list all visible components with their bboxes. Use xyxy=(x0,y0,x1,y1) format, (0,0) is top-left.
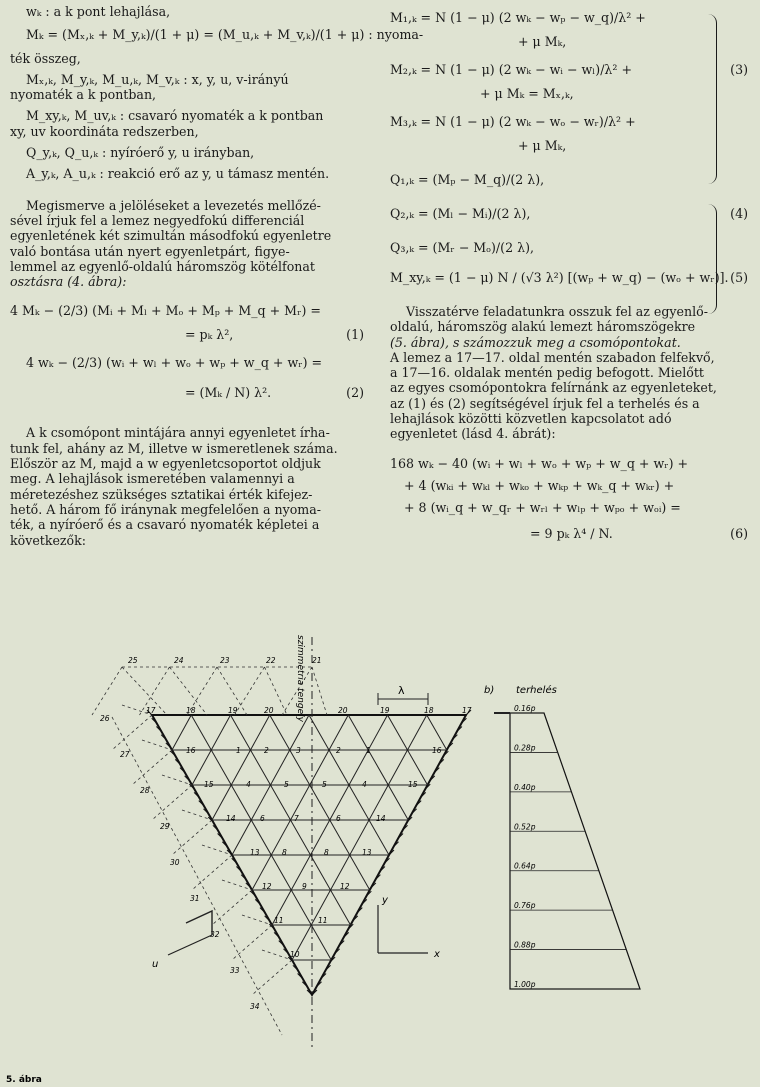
grid-line xyxy=(252,715,348,890)
node-label: 32 xyxy=(210,930,220,939)
right-column xyxy=(390,4,752,544)
eq-number: (1) xyxy=(346,327,364,343)
paragraph-solution xyxy=(10,425,368,547)
def-line: wₖ : a k pont lehajlása, xyxy=(26,4,171,19)
paragraph-return xyxy=(390,304,752,442)
left-column xyxy=(10,4,424,548)
node-label: 21 xyxy=(312,656,322,665)
node-label: 5 xyxy=(284,780,289,789)
node-label: 5 xyxy=(322,780,327,789)
node-label: 22 xyxy=(266,656,276,665)
eq1-line-b: = pₖ λ², (1) xyxy=(185,327,364,343)
panel-b-label: b) xyxy=(484,685,495,696)
node-label: 29 xyxy=(160,822,170,831)
load-title: terhelés xyxy=(516,685,557,696)
dashed-grid-line xyxy=(112,717,282,1035)
def-line: A_y,ₖ, A_u,ₖ : reakció erő az y, u támasz mentén. xyxy=(26,166,330,182)
node-label: 16 xyxy=(432,746,442,755)
node-label: 11 xyxy=(318,916,328,925)
node-label: 1 xyxy=(366,746,371,755)
moment-equations xyxy=(390,10,752,156)
u-axis xyxy=(168,935,212,955)
grid-line xyxy=(348,715,408,820)
node-label: 10 xyxy=(290,950,300,959)
x-axis-label: x xyxy=(434,949,440,960)
node-label: 9 xyxy=(302,882,307,891)
load-value-label: 0.76p xyxy=(514,901,536,911)
dashed-grid-line xyxy=(252,960,292,995)
m1-line-b: + μ Mₖ, xyxy=(518,34,567,49)
node-label: 19 xyxy=(380,706,390,715)
node-label: 8 xyxy=(282,848,287,857)
node-label: 6 xyxy=(260,814,265,823)
text-line: ték, a nyíróerő és a csavaró nyomaték képletei a xyxy=(10,517,320,533)
node-label: 13 xyxy=(362,848,372,857)
eq6-line-c: + 8 (wᵢ_q + w_qᵣ + wᵣₗ + wₗₚ + wₚₒ + wₒᵢ) = xyxy=(404,499,681,515)
grid-line xyxy=(172,715,191,750)
paragraph-intro xyxy=(10,198,368,290)
text-line: való bontása után nyert egyenletpárt, figye- xyxy=(10,243,290,259)
text-line: oldalú, háromszög alakú lemezt háromszögekre xyxy=(390,319,696,335)
grid-line xyxy=(212,715,270,820)
dashed-grid-line xyxy=(132,750,172,785)
node-label: 24 xyxy=(174,656,184,665)
eq6-line-d: = 9 pₖ λ⁴ / N. (6) xyxy=(530,525,748,541)
node-label: 8 xyxy=(324,848,329,857)
def-line: Mₓ,ₖ, M_y,ₖ, M_u,ₖ, M_v,ₖ : x, y, u, v-irányú xyxy=(26,71,289,87)
node-label: 2 xyxy=(264,746,269,755)
load-value-label: 0.88p xyxy=(514,940,536,950)
q1-line: Q₁,ₖ = (Mₚ − M_q)/(2 λ), xyxy=(390,172,545,187)
node-label: 2 xyxy=(336,746,341,755)
node-label: 30 xyxy=(170,858,180,867)
text-line: egyenletet (lásd 4. ábrát): xyxy=(390,426,556,442)
dashed-grid-line xyxy=(212,890,252,925)
node-label: 14 xyxy=(226,814,236,823)
text-line: hető. A három fő iránynak megfelelően a nyoma- xyxy=(10,501,322,517)
node-label: 27 xyxy=(120,750,130,759)
text-line: az egyes csomópontokra felírnánk az egyenleteket, xyxy=(390,380,717,396)
m2-line-b: + μ Mₖ = Mₓ,ₖ, xyxy=(480,86,574,101)
dashed-grid-line xyxy=(172,820,212,855)
eq6-line-b: + 4 (wₖᵢ + wₖₗ + wₖₒ + wₖₚ + wₖ_q + wₖᵣ) + xyxy=(404,477,675,493)
node-label: 4 xyxy=(246,780,251,789)
node-label: 20 xyxy=(338,706,348,715)
text-line: lehajlások közötti közvetlen kapcsolatot adó xyxy=(390,411,672,427)
text-line: (5. ábra), s számozzuk meg a csomópontokat. xyxy=(390,334,681,350)
text-line: Visszatérve feladatunkra osszuk fel az egyenlő- xyxy=(406,304,708,319)
q3-line: Q₃,ₖ = (Mᵣ − Mₒ)/(2 λ), xyxy=(390,240,534,255)
equation-2 xyxy=(10,355,368,403)
m2-line-a: M₂,ₖ = N (1 − μ) (2 wₖ − wᵢ − wₗ)/λ² + (3) xyxy=(390,62,748,77)
eq2-line-b: = (Mₖ / N) λ². (2) xyxy=(185,385,364,401)
text-line: következők: xyxy=(10,532,87,548)
load-value-label: 0.16p xyxy=(514,704,536,713)
shear-equations xyxy=(390,172,752,258)
node-label: 28 xyxy=(140,786,150,795)
text-line: Először az M, majd a w egyenletcsoportot oldjuk xyxy=(10,456,321,472)
node-label: 13 xyxy=(250,848,260,857)
grid-line xyxy=(427,715,447,750)
node-label: 1 xyxy=(236,746,241,755)
equation-6 xyxy=(390,456,752,544)
figure-caption: 5. ábra xyxy=(6,1075,42,1085)
node-label: 17 xyxy=(462,706,472,715)
load-diagram xyxy=(510,704,640,989)
node-label: 7 xyxy=(294,814,299,823)
text-line: lemmel az egyenlő-oldalú háromszög kötélfonat xyxy=(10,258,315,274)
text-line: az (1) és (2) segítségével írjuk fel a terhelés és a xyxy=(390,395,700,411)
text-line: osztásra (4. ábra): xyxy=(10,274,127,290)
node-label: 33 xyxy=(230,966,240,975)
def-line: M_xy,ₖ, M_uv,ₖ : csavaró nyomaték a k pontban xyxy=(26,108,324,124)
grid-line xyxy=(270,715,370,890)
text-line: méretezéshez szükséges sztatikai érték kifejez- xyxy=(10,486,313,502)
eq1-line-a: 4 Mₖ − (2/3) (Mᵢ + Mₗ + Mₒ + Mₚ + M_q + Mᵣ) = xyxy=(10,303,321,319)
node-label: 11 xyxy=(274,916,284,925)
node-label: 34 xyxy=(250,1002,260,1011)
brace-eq4 xyxy=(708,204,717,314)
node-label: 3 xyxy=(296,746,301,755)
dashed-grid-line xyxy=(112,715,152,750)
text-line: Megismerve a jelöléseket a levezetés mellőzé- xyxy=(26,197,321,213)
node-label: 25 xyxy=(128,656,138,665)
node-label: 19 xyxy=(228,706,238,715)
load-value-label: 0.64p xyxy=(514,861,536,871)
node-label: 17 xyxy=(146,706,156,715)
text-line: egyenletének két szimultán másodfokú egyenletre xyxy=(10,228,332,244)
y-axis-label: y xyxy=(382,895,388,906)
text-line: a 17—16. oldalak mentén pedig befogott. Mielőtt xyxy=(390,365,704,381)
eq-number: (4) xyxy=(730,206,748,221)
eq-number: (5) xyxy=(730,270,748,285)
node-label: 6 xyxy=(336,814,341,823)
u-axis-label: u xyxy=(152,959,159,970)
dashed-grid-line xyxy=(192,855,232,890)
m3-line-b: + μ Mₖ, xyxy=(518,138,567,153)
def-line: xy, uv koordináta redszerben, xyxy=(10,123,199,139)
text-line: sével írjuk fel a lemez negyedfokú differenciál xyxy=(10,212,305,228)
node-label: 12 xyxy=(340,882,350,891)
def-line: Q_y,ₖ, Q_u,ₖ : nyíróerő y, u irányban, xyxy=(26,145,255,161)
dashed-grid-line xyxy=(122,667,167,715)
u-axis-corner xyxy=(186,911,212,935)
figure-5 xyxy=(0,627,760,1087)
eq6-line-a: 168 wₖ − 40 (wᵢ + wₗ + wₒ + wₚ + w_q + wᵣ) + xyxy=(390,455,689,471)
node-label: 18 xyxy=(424,706,434,715)
node-label: 14 xyxy=(376,814,386,823)
node-label: 12 xyxy=(262,882,272,891)
node-label: 26 xyxy=(100,714,110,723)
node-label: 4 xyxy=(362,780,367,789)
eq-number: (6) xyxy=(730,525,748,541)
dashed-grid-line xyxy=(92,667,122,715)
load-value-label: 0.28p xyxy=(514,743,536,753)
eq2-line-a: 4 wₖ − (2/3) (wᵢ + wₗ + wₒ + wₚ + w_q + wᵣ) = xyxy=(26,355,323,371)
node-label: 31 xyxy=(190,894,200,903)
text-line: A k csomópont mintájára annyi egyenletet írha- xyxy=(26,425,330,441)
lambda-label: λ xyxy=(398,684,405,697)
brace-eq3 xyxy=(708,14,717,184)
text-line: tunk fel, ahány az M, illetve w ismeretlenek száma. xyxy=(10,440,338,456)
definitions-list xyxy=(10,4,424,182)
def-line: ték összeg, xyxy=(10,50,81,66)
equation-1 xyxy=(10,303,368,345)
dashed-grid-line xyxy=(235,667,265,715)
node-label: 20 xyxy=(264,706,274,715)
torsion-equation: M_xy,ₖ = (1 − μ) N / (√3 λ²) [(wₚ + w_q) − (wₒ + wᵣ)]. (5) xyxy=(390,270,748,285)
triangular-grid xyxy=(92,667,466,1035)
dashed-grid-line xyxy=(232,925,272,960)
m3-line-a: M₃,ₖ = N (1 − μ) (2 wₖ − wₒ − wᵣ)/λ² + xyxy=(390,114,636,129)
node-label: 23 xyxy=(220,656,230,665)
load-value-label: 0.52p xyxy=(514,822,536,832)
load-value-label: 0.40p xyxy=(514,782,536,792)
load-value-label: 1.00p xyxy=(514,980,536,989)
eq-number: (2) xyxy=(346,385,364,401)
node-label: 15 xyxy=(204,780,214,789)
symmetry-label: szimmetria tengely xyxy=(295,635,305,722)
text-line: A lemez a 17—17. oldal mentén szabadon felfekvő, xyxy=(390,349,715,365)
def-line: nyomaték a k pontban, xyxy=(10,87,157,103)
eq-number: (3) xyxy=(730,62,748,77)
node-label: 18 xyxy=(186,706,196,715)
text-line: meg. A lehajlások ismeretében valamennyi a xyxy=(10,471,295,487)
node-label: 15 xyxy=(408,780,418,789)
dashed-grid-line xyxy=(312,667,327,715)
def-line: Mₖ = (Mₓ,ₖ + M_y,ₖ)/(1 + μ) = (M_u,ₖ + M_v,ₖ)/(1 + μ) : nyoma- xyxy=(26,27,424,43)
m1-line-a: M₁,ₖ = N (1 − μ) (2 wₖ − wₚ − w_q)/λ² + xyxy=(390,10,646,25)
q2-line: Q₂,ₖ = (Mₗ − Mᵢ)/(2 λ), (4) xyxy=(390,206,748,221)
node-label: 16 xyxy=(186,746,196,755)
